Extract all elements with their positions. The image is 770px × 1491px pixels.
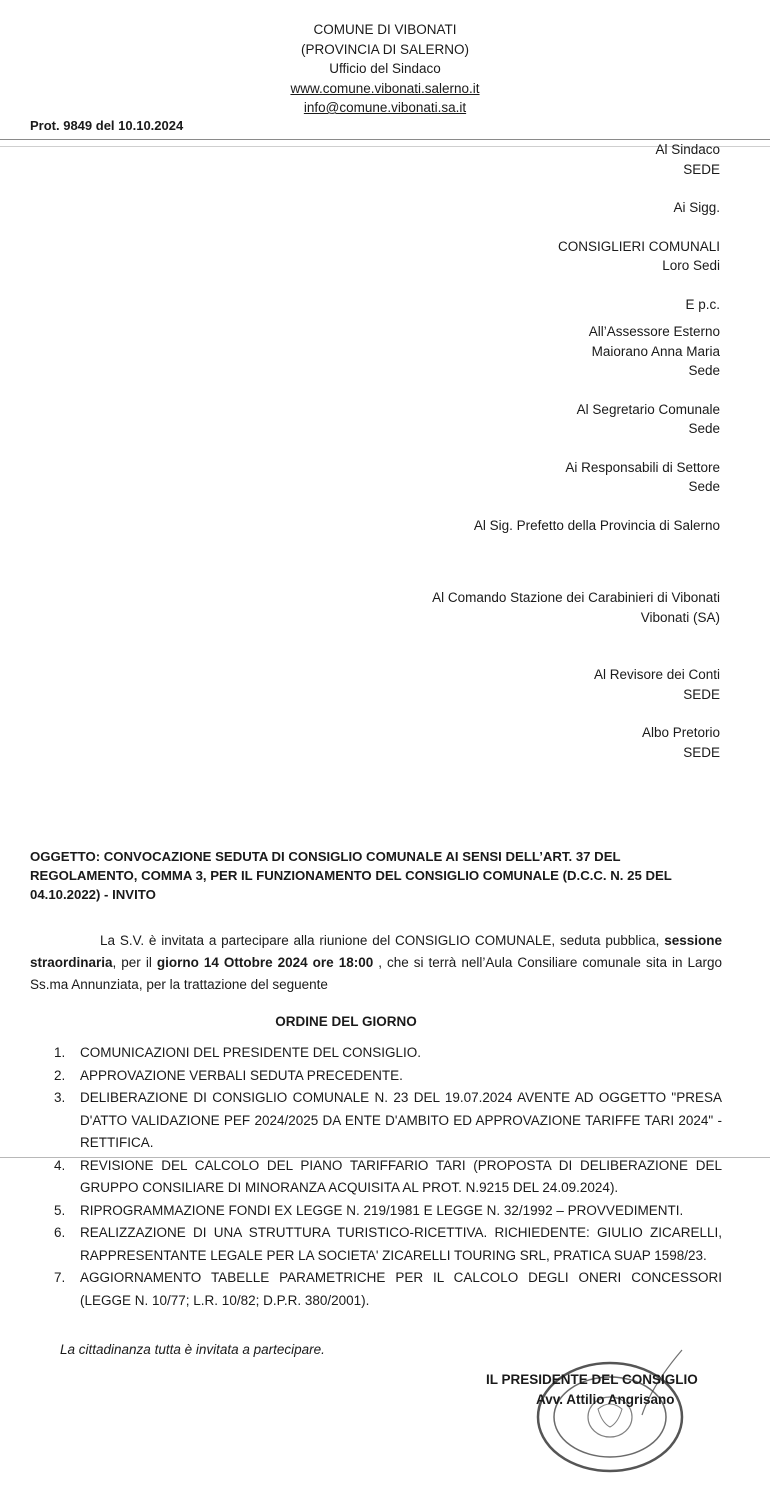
meeting-date: giorno 14 Ottobre 2024 ore 18:00 [156, 955, 374, 970]
signature-title: IL PRESIDENTE DEL CONSIGLIO [486, 1372, 698, 1387]
email-link[interactable]: info@comune.vibonati.sa.it [303, 100, 467, 115]
recipient: Albo Pretorio SEDE [641, 725, 720, 760]
recipient: E p.c. [685, 296, 720, 312]
office-name: Ufficio del Sindaco [329, 61, 441, 76]
recipient: Al Segretario Comunale Sede [576, 401, 720, 436]
agenda-list [30, 1042, 722, 1312]
signature-name: Avv. Attilio Angrisano [536, 1392, 675, 1407]
recipient: All’Assessore Esterno Maiorano Anna Maria Sede [588, 324, 720, 378]
signature-block [486, 1370, 698, 1410]
recipient: Ai Responsabili di Settore Sede [565, 459, 720, 494]
municipality-name: COMUNE DI VIBONATI [313, 22, 457, 37]
recipient: Al Sindaco SEDE [655, 142, 720, 177]
recipient: Ai Sigg. [673, 200, 720, 215]
scan-line [0, 1157, 770, 1158]
invitation-paragraph: La S.V. è invitata a partecipare alla riunione del CONSIGLIO COMUNALE, seduta pubblica, sessione straordinaria, per il giorno 14 Ottobre 2024 ore 18:00 , che si terrà nell’Aula Consiliare comunale sita in Largo Ss.ma Annunziata, per la trattazione del seguente [30, 933, 723, 992]
agenda-item: 3. DELIBERAZIONE DI CONSIGLIO COMUNALE N. 23 DEL 19.07.2024 AVENTE AD OGGETTO "PRESA D'ATTO VALIDAZIONE PEF 2024/2025 DA ENTE D'AMBITO ED APPROVAZIONE TARIFFE TARI 2024" - RETTIFICA. [54, 1090, 722, 1150]
session-type: sessione straordinaria [30, 933, 722, 970]
agenda-item: 7. AGGIORNAMENTO TABELLE PARAMETRICHE PER IL CALCOLO DEGLI ONERI CONCESSORI (LEGGE N. 10/77; L.R. 10/82; D.P.R. 380/2001). [54, 1270, 722, 1308]
website-link[interactable]: www.comune.vibonati.salerno.it [290, 80, 480, 96]
letterhead [0, 20, 770, 118]
official-stamp-icon [532, 1345, 722, 1475]
agenda-item: 6. REALIZZAZIONE DI UNA STRUTTURA TURISTICO-RICETTIVA. RICHIEDENTE: GIULIO ZICARELLI, RAPPRESENTANTE LEGALE PER LA SOCIETA' ZICARELLI TOURING SRL, PRATICA SUAP 1598/23. [54, 1225, 722, 1263]
public-invitation-note: La cittadinanza tutta è invitata a partecipare. [60, 1342, 325, 1357]
agenda-item: 1. COMUNICAZIONI DEL PRESIDENTE DEL CONSIGLIO. [54, 1045, 422, 1060]
recipient: Al Revisore dei Conti SEDE [593, 667, 720, 702]
recipient: Al Sig. Prefetto della Provincia di Salerno [473, 517, 720, 533]
agenda-title: ORDINE DEL GIORNO [275, 1014, 417, 1029]
recipients-block [260, 140, 720, 762]
recipient: Al Comando Stazione dei Carabinieri di Vibonati Vibonati (SA) [432, 590, 720, 625]
recipient: CONSIGLIERI COMUNALI Loro Sedi [557, 238, 720, 273]
agenda-item: 2. APPROVAZIONE VERBALI SEDUTA PRECEDENTE. [54, 1067, 403, 1083]
agenda-item: 5. RIPROGRAMMAZIONE FONDI EX LEGGE N. 219/1981 E LEGGE N. 32/1992 – PROVVEDIMENTI. [54, 1202, 684, 1218]
province-name: (PROVINCIA DI SALERNO) [300, 41, 470, 57]
protocol-number: Prot. 9849 del 10.10.2024 [30, 118, 184, 133]
subject-line: OGGETTO: CONVOCAZIONE SEDUTA DI CONSIGLIO COMUNALE AI SENSI DELL’ART. 37 DEL REGOLAMENTO, COMMA 3, PER IL FUNZIONAMENTO DEL CONSIGLIO COMUNALE (D.C.C. N. 25 DEL 04.10.2022) - INVITO [30, 849, 672, 902]
agenda-item: 4. REVISIONE DEL CALCOLO DEL PIANO TARIFFARIO TARI (PROPOSTA DI DELIBERAZIONE DEL GRUPPO CONSILIARE DI MINORANZA ACQUISITA AL PROT. N.9215 DEL 24.09.2024). [54, 1157, 722, 1195]
